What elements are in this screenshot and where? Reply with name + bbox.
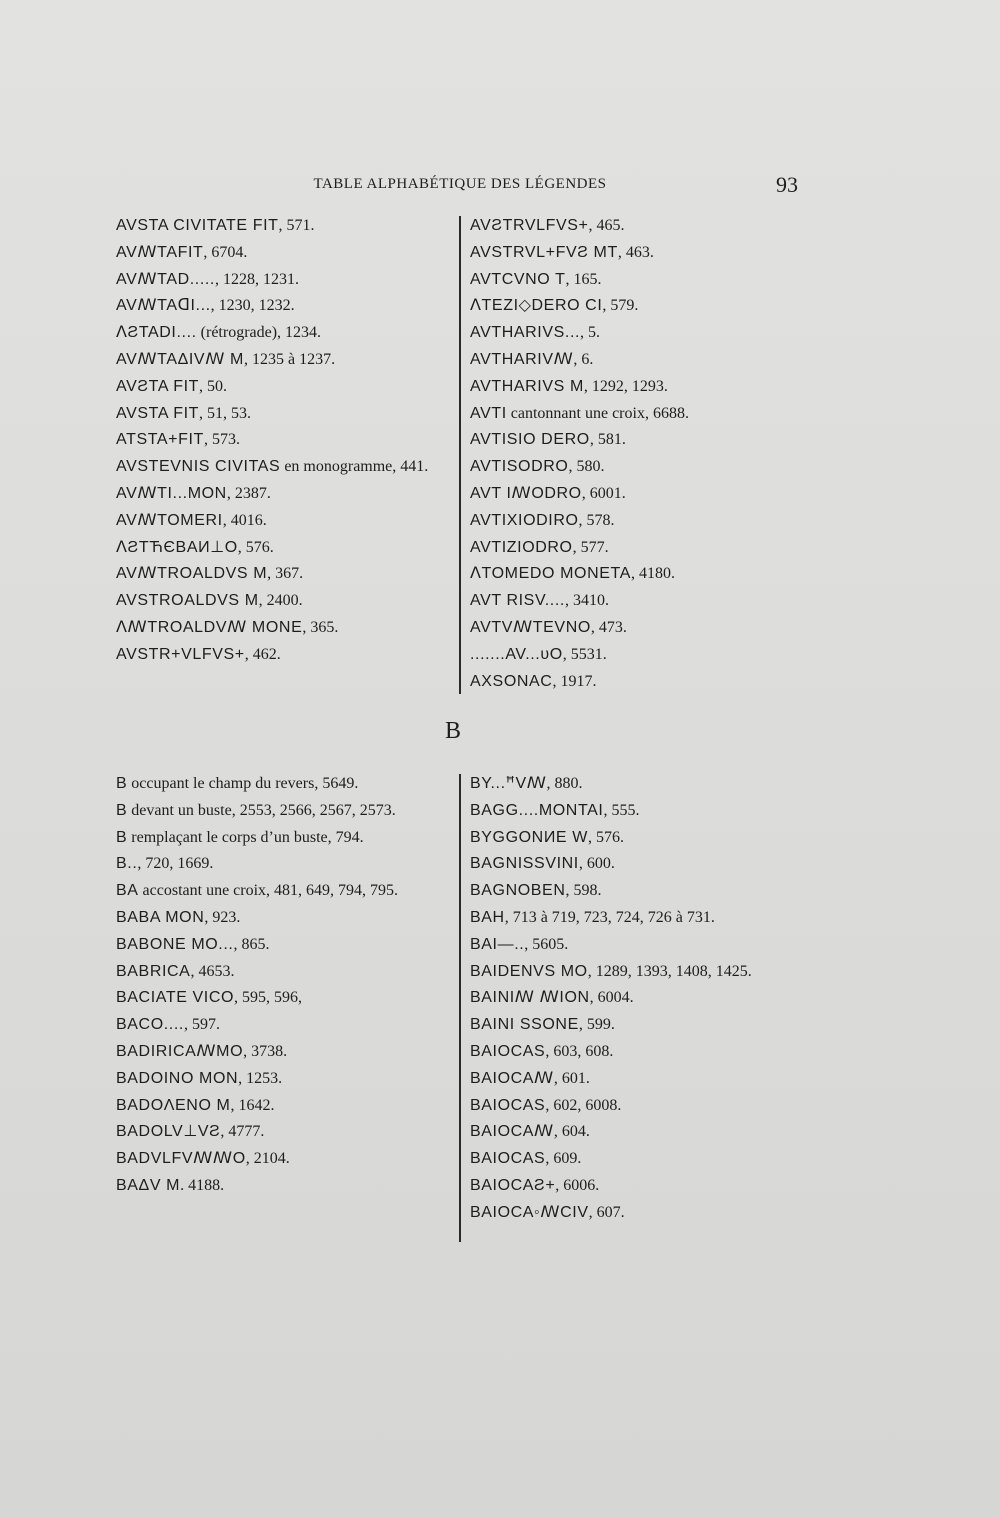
entry-legend: AVTISIO DERO	[470, 431, 590, 449]
index-entry	[470, 958, 810, 985]
index-entry	[116, 1011, 456, 1038]
entry-legend: BAIOCAS	[470, 1096, 546, 1114]
entry-legend: BADVLFVꟿꟿO	[116, 1150, 246, 1168]
entry-legend: AVT IꟿODRO	[470, 484, 582, 502]
index-entry	[116, 904, 456, 931]
index-column-left-a	[116, 212, 456, 668]
entry-references: , 880.	[546, 775, 583, 792]
entry-legend: BA	[116, 882, 139, 900]
index-entry	[116, 266, 456, 293]
entry-references: , 1228, 1231.	[214, 270, 299, 288]
index-entry	[470, 1065, 810, 1092]
entry-legend: BY...ꟸVꟿ	[470, 775, 547, 792]
entry-legend: AVTVꟿTEVNO	[470, 618, 591, 636]
index-entry	[470, 319, 810, 346]
index-entry	[470, 984, 810, 1011]
column-divider	[459, 774, 461, 1242]
index-entry	[116, 1065, 456, 1092]
index-entry	[470, 797, 810, 824]
entry-legend: BAΔV M	[116, 1176, 181, 1194]
index-entry	[116, 400, 456, 427]
entry-references: , 473.	[590, 618, 627, 636]
entry-references: , 600.	[578, 855, 615, 873]
entry-legend: AVꟿTAᗡI...	[116, 297, 211, 315]
entry-references: , 365.	[302, 618, 339, 636]
entry-references: , 165.	[565, 270, 602, 288]
entry-references: , 597.	[183, 1016, 220, 1034]
index-entry	[470, 1118, 810, 1145]
index-entry	[116, 984, 456, 1011]
entry-legend: AVƧTRVLFVS+	[470, 217, 589, 234]
entry-legend: AVꟿTAΔIVꟿ M	[116, 350, 244, 368]
index-entry	[470, 534, 810, 561]
entry-references: , 4653.	[190, 962, 235, 980]
index-entry	[470, 1145, 810, 1172]
entry-references: , 609.	[545, 1150, 582, 1168]
entry-references: , 3410.	[564, 592, 609, 610]
index-entry	[116, 1092, 456, 1119]
index-entry	[116, 534, 456, 561]
index-entry	[470, 668, 810, 695]
entry-legend: ꓥꟿTROALDVꟿ MONE	[116, 618, 303, 636]
entry-references: , 2400.	[258, 592, 303, 610]
entry-legend: B..	[116, 855, 138, 873]
entry-legend: BAINIꟿ ꟿION	[470, 989, 590, 1007]
entry-legend: ꓥƧTADI....	[116, 324, 197, 342]
index-entry	[470, 587, 810, 614]
entry-references: , 465.	[588, 217, 625, 234]
entry-references: devant un buste, 2553, 2566, 2567, 2573.	[127, 801, 396, 819]
index-entry	[116, 426, 456, 453]
entry-legend: BAGNISSVINI	[470, 855, 579, 873]
entry-references: . 4188.	[180, 1176, 225, 1194]
entry-legend: AVꟿTROALDVS M	[116, 565, 268, 583]
index-entry	[116, 641, 456, 668]
entry-references: , 2104.	[245, 1150, 290, 1168]
index-entry	[470, 426, 810, 453]
index-column-right-b	[470, 770, 810, 1226]
entry-references: , 576.	[237, 538, 274, 556]
index-entry	[116, 614, 456, 641]
index-entry	[116, 797, 456, 824]
entry-references: , 923.	[204, 908, 241, 926]
index-entry	[470, 1199, 810, 1226]
entry-legend: ꓥTEZI◇DERO CI	[470, 297, 603, 315]
index-entry	[470, 453, 810, 480]
entry-legend: AVTHARIVS...	[470, 324, 581, 342]
entry-references: , 3738.	[243, 1042, 288, 1060]
index-entry	[116, 319, 456, 346]
entry-legend: AVSTEVNIS CIVITAS	[116, 458, 281, 476]
entry-references: , 573.	[203, 431, 240, 449]
entry-legend: BAIOCAS	[470, 1150, 546, 1168]
entry-legend: AVTI	[470, 404, 507, 422]
entry-references: , 1230, 1232.	[210, 297, 295, 315]
index-entry	[470, 641, 810, 668]
entry-legend: BAI—..	[470, 935, 525, 953]
entry-legend: BAIOCAꟿ	[470, 1123, 554, 1141]
index-entry	[470, 850, 810, 877]
index-entry	[116, 1038, 456, 1065]
index-entry	[470, 1092, 810, 1119]
section-heading-b: B	[445, 718, 462, 744]
entry-legend: AVTIXIODIRO	[470, 511, 579, 529]
entry-legend: BACO....	[116, 1016, 184, 1034]
entry-legend: BAIOCA◦ꟿCIV	[470, 1203, 589, 1221]
entry-references: , 713 à 719, 723, 724, 726 à 731.	[504, 908, 715, 926]
index-entry	[116, 1145, 456, 1172]
entry-references: , 50.	[199, 377, 228, 395]
entry-legend: AVTHARIVꟿ	[470, 350, 574, 368]
entry-legend: AXSONAC	[470, 672, 553, 690]
index-entry	[116, 373, 456, 400]
entry-references: , 576.	[587, 828, 624, 846]
index-entry	[470, 1011, 810, 1038]
index-entry	[116, 480, 456, 507]
entry-references: cantonnant une croix, 6688.	[506, 404, 689, 422]
entry-legend: BABONE MO...	[116, 935, 234, 953]
index-entry	[470, 507, 810, 534]
index-entry	[470, 212, 810, 239]
entry-references: , 462.	[244, 645, 281, 663]
entry-references: , 6006.	[555, 1176, 600, 1194]
entry-references: , 571.	[278, 217, 315, 234]
entry-legend: AVSTR+VLFVS+	[116, 645, 245, 663]
column-divider	[459, 216, 461, 694]
index-entry	[470, 931, 810, 958]
entry-references: , 6001.	[581, 484, 626, 502]
index-entry	[116, 850, 456, 877]
index-entry	[116, 587, 456, 614]
entry-references: , 1642.	[230, 1096, 275, 1114]
entry-references: , 463.	[617, 243, 654, 261]
entry-references: , 601.	[553, 1069, 590, 1087]
index-entry	[116, 239, 456, 266]
entry-references: , 1292, 1293.	[583, 377, 668, 395]
index-entry	[470, 824, 810, 851]
entry-references: accostant une croix, 481, 649, 794, 795.	[138, 882, 399, 900]
entry-references: , 581.	[589, 431, 626, 449]
entry-legend: BAH	[470, 908, 505, 926]
entry-references: , 599.	[578, 1016, 615, 1034]
index-entry	[116, 877, 456, 904]
entry-references: , 1235 à 1237.	[243, 350, 336, 368]
entry-legend: AVTCVNO T	[470, 270, 566, 288]
entry-legend: B	[116, 828, 128, 846]
entry-references: , 579.	[602, 297, 639, 315]
entry-legend: B	[116, 801, 128, 819]
index-entry	[470, 770, 810, 797]
entry-legend: ꓥTOMEDO MONETA	[470, 565, 631, 583]
index-entry	[470, 400, 810, 427]
entry-references: , 4016.	[222, 511, 267, 529]
index-entry	[470, 239, 810, 266]
entry-references: , 51, 53.	[199, 404, 252, 422]
entry-references: , 720, 1669.	[137, 855, 214, 873]
entry-legend: ꓥƧTЋЄBAИ⊥O	[116, 538, 238, 556]
entry-legend: B	[116, 775, 128, 792]
index-entry	[470, 1038, 810, 1065]
entry-references: remplaçant le corps d’un buste, 794.	[127, 828, 364, 846]
entry-references: , 6.	[573, 350, 594, 368]
entry-references: , 607.	[588, 1203, 625, 1221]
index-entry	[470, 292, 810, 319]
entry-legend: BAGG....MONTAI	[470, 801, 604, 819]
entry-references: , 1917.	[552, 672, 597, 690]
entry-legend: BADOLV⊥VƧ	[116, 1123, 221, 1141]
entry-legend: AVꟿTAFIT	[116, 243, 204, 261]
index-column-left-b	[116, 770, 456, 1199]
index-entry	[470, 560, 810, 587]
entry-legend: AVTHARIVS M	[470, 377, 584, 395]
entry-references: , 580.	[568, 458, 605, 476]
entry-references: , 367.	[267, 565, 304, 583]
index-entry	[116, 824, 456, 851]
index-entry	[470, 904, 810, 931]
entry-references: , 5531.	[562, 645, 607, 663]
entry-references: , 602, 6008.	[545, 1096, 622, 1114]
index-entry	[116, 346, 456, 373]
entry-references: , 1289, 1393, 1408, 1425.	[587, 962, 752, 980]
entry-legend: AVƧTA FIT	[116, 377, 200, 395]
entry-legend: BAIOCAS	[470, 1042, 546, 1060]
index-entry	[116, 560, 456, 587]
entry-references: , 6004.	[589, 989, 634, 1007]
entry-references: , 578.	[578, 511, 615, 529]
index-entry	[470, 877, 810, 904]
entry-legend: AVꟿTAD.....	[116, 270, 215, 288]
entry-legend: BACIATE VICO	[116, 989, 235, 1007]
entry-legend: BYGGONИE W	[470, 828, 588, 846]
entry-references: , 603, 608.	[545, 1042, 614, 1060]
page-number: 93	[776, 172, 798, 197]
entry-legend: BAINI SSONE	[470, 1016, 579, 1034]
entry-references: , 5605.	[524, 935, 569, 953]
entry-legend: BAIDENVS MO	[470, 962, 588, 980]
entry-references: , 865.	[233, 935, 270, 953]
entry-legend: AVSTA FIT	[116, 404, 200, 422]
index-entry	[470, 480, 810, 507]
index-entry	[116, 507, 456, 534]
entry-legend: AVSTA CIVITATE FIT	[116, 217, 279, 234]
index-entry	[116, 770, 456, 797]
entry-legend: BAGNOBEN	[470, 882, 566, 900]
index-entry	[116, 453, 456, 480]
entry-legend: AVSTRVL+FVƧ MT	[470, 243, 618, 261]
entry-references: , 1253.	[238, 1069, 283, 1087]
entry-references: , 577.	[572, 538, 609, 556]
entry-legend: .......AV...υO	[470, 645, 563, 663]
entry-references: en monogramme, 441.	[280, 458, 429, 476]
index-entry	[116, 1118, 456, 1145]
index-entry	[470, 346, 810, 373]
entry-legend: AVSTROALDVS M	[116, 592, 259, 610]
index-entry	[116, 958, 456, 985]
entry-legend: BAIOCAƧ+	[470, 1176, 556, 1194]
entry-legend: ATSTA+FIT	[116, 431, 204, 449]
entry-legend: BADOINO MON	[116, 1069, 239, 1087]
entry-references: , 4180.	[630, 565, 675, 583]
entry-references: , 2387.	[226, 484, 271, 502]
entry-legend: AVT RISV....	[470, 592, 565, 610]
entry-references: occupant le champ du revers, 5649.	[127, 775, 359, 792]
index-entry	[116, 292, 456, 319]
running-head: TABLE ALPHABÉTIQUE DES LÉGENDES	[313, 176, 607, 192]
index-entry	[470, 266, 810, 293]
index-entry	[116, 1172, 456, 1199]
entry-legend: BAIOCAꟿ	[470, 1069, 554, 1087]
index-entry	[470, 1172, 810, 1199]
entry-legend: BADOΛENO M	[116, 1096, 231, 1114]
entry-legend: AVꟿTI...MON	[116, 484, 227, 502]
entry-references: , 5.	[580, 324, 601, 342]
entry-references: (rétrograde), 1234.	[196, 324, 322, 342]
entry-legend: BADIRICAꟿMO	[116, 1042, 244, 1060]
entry-references: , 598.	[565, 882, 602, 900]
entry-references: , 6704.	[203, 243, 248, 261]
entry-legend: BABRICA	[116, 962, 191, 980]
entry-references: , 555.	[603, 801, 640, 819]
index-entry	[116, 212, 456, 239]
entry-legend: AVTIZIODRO	[470, 538, 573, 556]
entry-references: , 595, 596,	[234, 989, 303, 1007]
entry-legend: AVꟿTOMERI	[116, 511, 223, 529]
index-entry	[470, 614, 810, 641]
index-entry	[116, 931, 456, 958]
entry-references: , 4777.	[220, 1123, 265, 1141]
index-entry	[470, 373, 810, 400]
entry-legend: BABA MON	[116, 908, 205, 926]
entry-references: , 604.	[553, 1123, 590, 1141]
entry-legend: AVTISODRO	[470, 458, 569, 476]
index-column-right-a	[470, 212, 810, 694]
